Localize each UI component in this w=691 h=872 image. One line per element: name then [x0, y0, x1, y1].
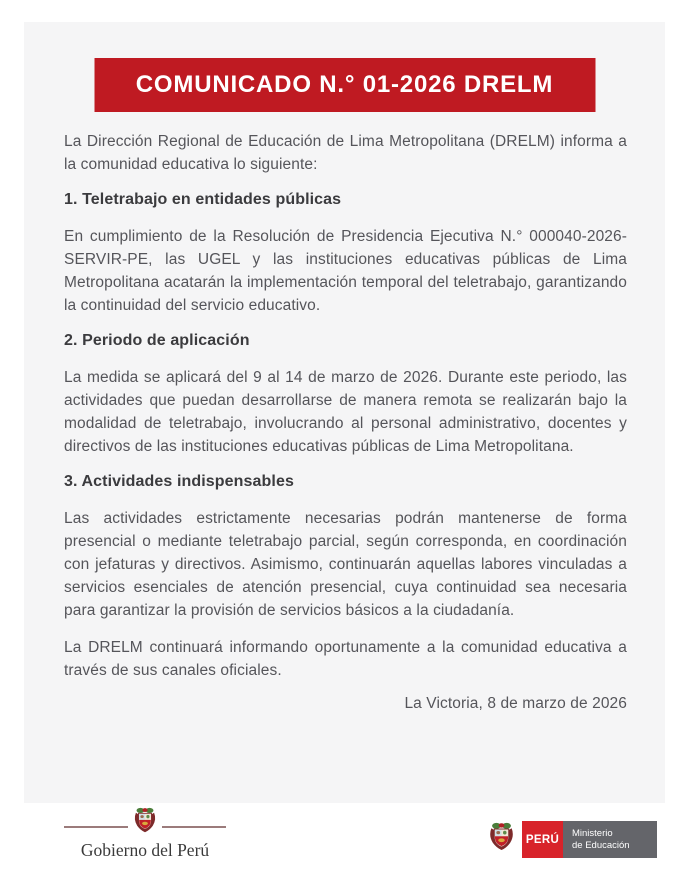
intro-paragraph: La Dirección Regional de Educación de Lima Metropolitana (DRELM) informa a la comunidad educativa lo siguiente: [64, 133, 627, 173]
gobierno-del-peru-logo [64, 808, 226, 861]
divider-line-left [64, 826, 128, 828]
section-2-heading: 2. Periodo de aplicación [64, 332, 250, 349]
section-1-paragraph: En cumplimiento de la Resolución de Presidencia Ejecutiva N.° 000040-2026-SERVIR-PE, las UGEL y las instituciones educativas públicas de Lima Metropolitana acatarán la implementación temporal del teletrabajo, garantizando la continuidad del servicio educativo. [64, 228, 627, 314]
section-3-heading: 3. Actividades indispensables [64, 473, 294, 490]
ministry-name-line1: Ministerio [572, 827, 613, 839]
gobierno-del-peru-label: Gobierno del Perú [80, 840, 210, 860]
ministerio-educacion-logo [487, 821, 657, 858]
announcement-body [64, 130, 627, 715]
dateline: La Victoria, 8 de marzo de 2026 [404, 695, 627, 712]
peru-coat-of-arms-icon [132, 806, 158, 840]
section-3-paragraph: Las actividades estrictamente necesarias podrán mantenerse de forma presencial o mediante teletrabajo parcial, según corresponda, en coordinación con jefaturas y directivos. Asimismo, continuarán aquellas labores vinculadas a servicios esenciales de atención presencial, cuya continuidad sea necesaria para garantizar la provisión de servicios básicos a la ciudadanía. [64, 510, 627, 619]
peru-label: PERÚ [522, 821, 563, 858]
divider-line-right [162, 826, 226, 828]
banner-title: COMUNICADO N.° 01-2026 DRELM [94, 58, 595, 112]
ministry-name-line2: de Educación [572, 839, 630, 851]
section-2-paragraph: La medida se aplicará del 9 al 14 de marzo de 2026. Durante este periodo, las actividades que puedan desarrollarse de manera remota se realizarán bajo la modalidad de teletrabajo, involucrando al personal administrativo, docentes y directivos de las instituciones educativas públicas de Lima Metropolitana. [64, 369, 627, 455]
section-1-heading: 1. Teletrabajo en entidades públicas [64, 191, 342, 208]
closing-paragraph: La DRELM continuará informando oportunamente a la comunidad educativa a través de sus canales oficiales. [64, 639, 627, 679]
ministry-name [563, 821, 657, 858]
announcement-card [24, 22, 665, 803]
peru-coat-of-arms-icon [487, 821, 516, 858]
